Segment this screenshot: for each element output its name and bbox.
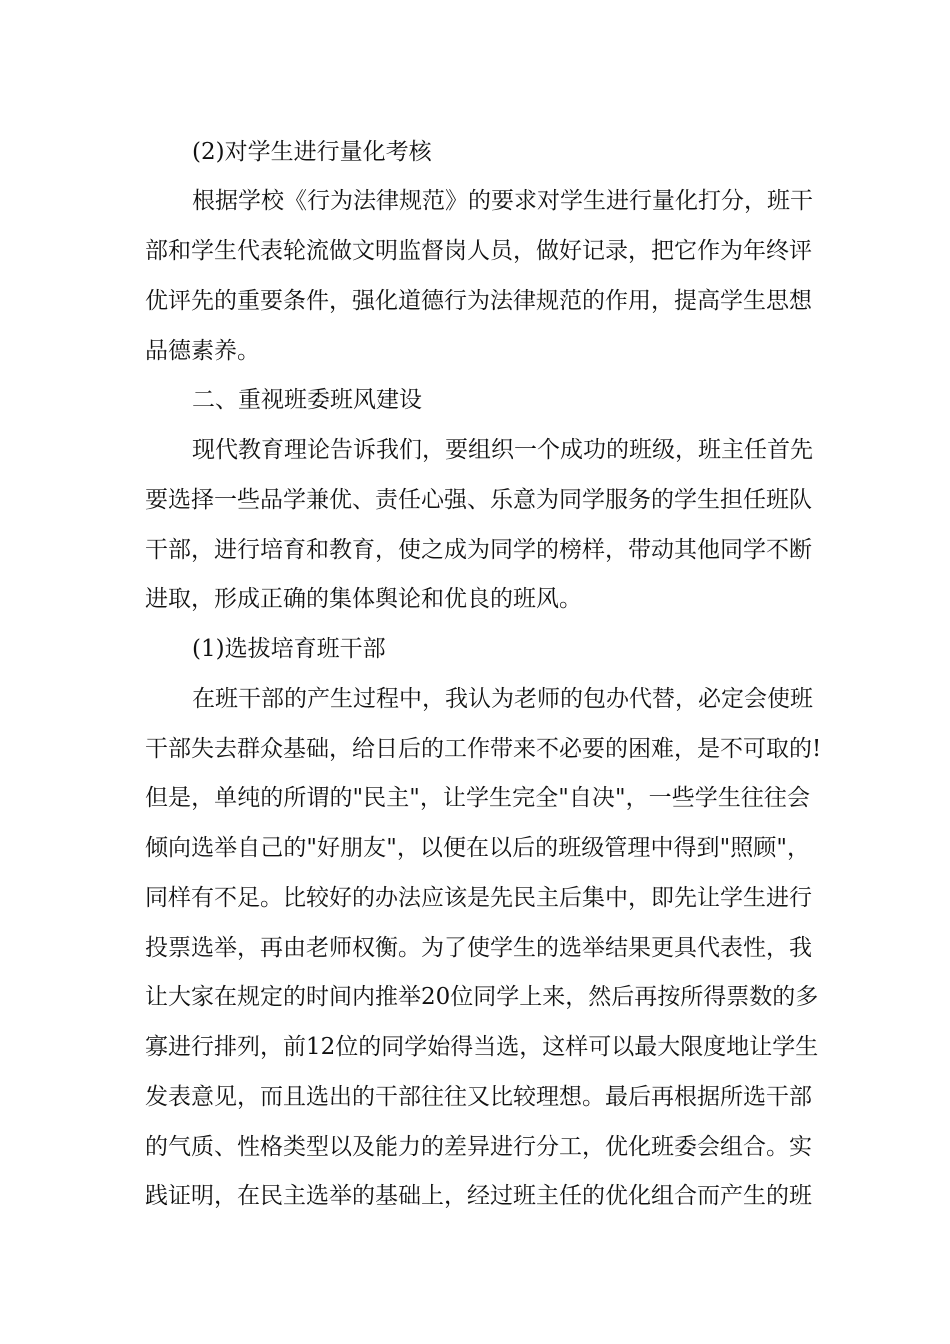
paragraph-line: 践证明，在民主选举的基础上，经过班主任的优化组合而产生的班 [145, 1183, 812, 1209]
paragraph-line: 投票选举，再由老师权衡。为了使学生的选举结果更具代表性，我 [145, 935, 812, 961]
paragraph-line: 根据学校《行为法律规范》的要求对学生进行量化打分，班干 [192, 188, 813, 214]
paragraph-line: 倾向选举自己的"好朋友"，以便在以后的班级管理中得到"照顾"， [145, 835, 810, 861]
paragraph-line: 但是，单纯的所谓的"民主"，让学生完全"自决"，一些学生往往会 [145, 785, 810, 811]
paragraph-line: 寡进行排列，前12位的同学始得当选，这样可以最大限度地让学生 [145, 1034, 819, 1060]
section-heading-class-committee: 二、重视班委班风建设 [192, 387, 422, 413]
paragraph-line: 要选择一些品学兼优、责任心强、乐意为同学服务的学生担任班队 [145, 487, 812, 513]
paragraph-line: 让大家在规定的时间内推举20位同学上来，然后再按所得票数的多 [145, 984, 819, 1010]
paragraph-line: 现代教育理论告诉我们，要组织一个成功的班级，班主任首先 [192, 437, 813, 463]
paragraph-line: 进取，形成正确的集体舆论和优良的班风。 [145, 586, 582, 612]
paragraph-line: 干部，进行培育和教育，使之成为同学的榜样，带动其他同学不断 [145, 537, 812, 563]
subheading-quantified-assessment: (2)对学生进行量化考核 [192, 139, 432, 165]
paragraph-line: 同样有不足。比较好的办法应该是先民主后集中，即先让学生进行 [145, 885, 812, 911]
subheading-select-cadres: (1)选拔培育班干部 [192, 636, 386, 662]
paragraph-line: 的气质、性格类型以及能力的差异进行分工，优化班委会组合。实 [145, 1134, 812, 1160]
paragraph-line: 部和学生代表轮流做文明监督岗人员，做好记录，把它作为年终评 [145, 238, 812, 264]
paragraph-line: 品德素养。 [145, 338, 260, 364]
paragraph-line: 干部失去群众基础，给日后的工作带来不必要的困难，是不可取的! [145, 736, 822, 762]
paragraph-line: 在班干部的产生过程中，我认为老师的包办代替，必定会使班 [192, 686, 813, 712]
paragraph-line: 发表意见，而且选出的干部往往又比较理想。最后再根据所选干部 [145, 1084, 812, 1110]
paragraph-line: 优评先的重要条件，强化道德行为法律规范的作用，提高学生思想 [145, 288, 812, 314]
